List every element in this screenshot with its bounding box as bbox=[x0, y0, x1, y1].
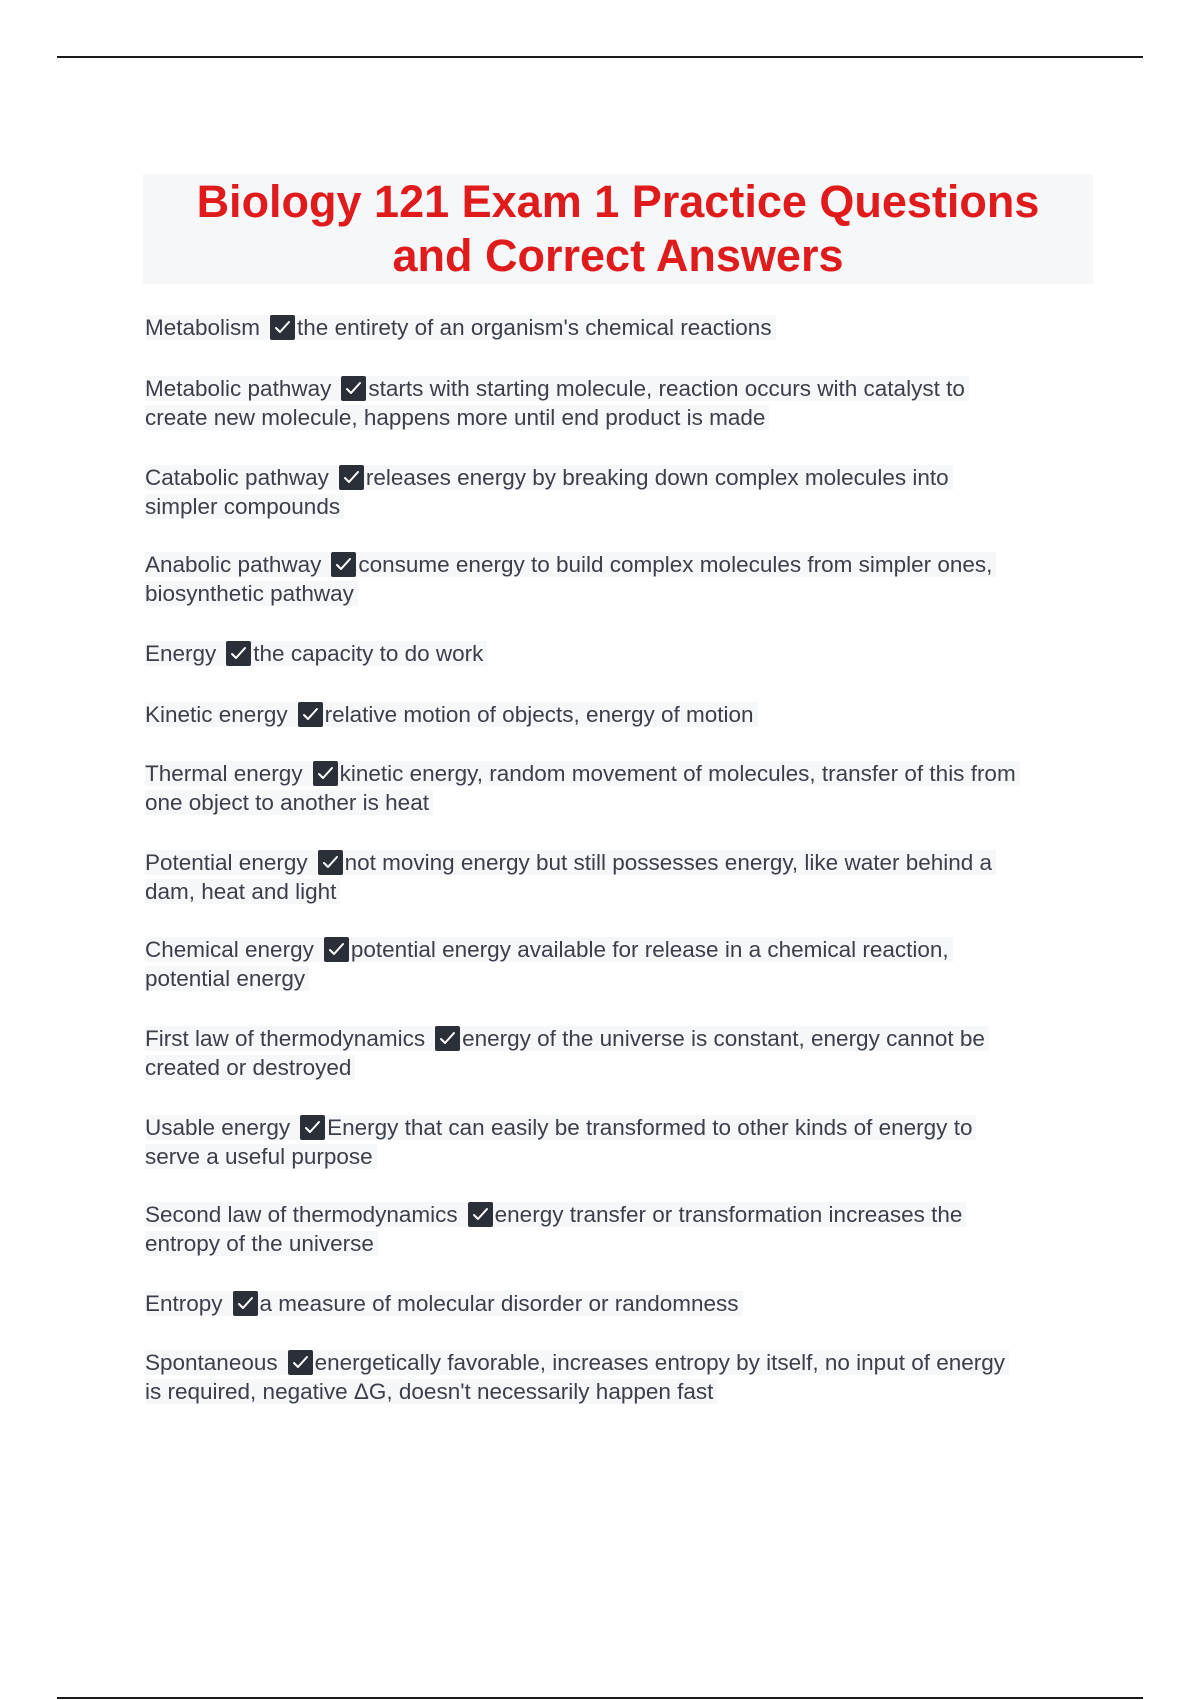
qa-answer-line-1: Energy that can easily be transformed to other kinds of energy to bbox=[327, 1115, 973, 1140]
document-title-line-2: and Correct Answers bbox=[392, 230, 844, 281]
qa-term: Thermal energy bbox=[145, 761, 303, 786]
qa-item bbox=[145, 1024, 989, 1082]
qa-term: Second law of thermodynamics bbox=[145, 1202, 458, 1227]
qa-answer-line-1: the capacity to do work bbox=[253, 641, 484, 666]
check-box-icon bbox=[226, 641, 251, 666]
qa-term: Energy bbox=[145, 641, 217, 666]
document-title-line-1: Biology 121 Exam 1 Practice Questions bbox=[196, 176, 1040, 227]
qa-term: First law of thermodynamics bbox=[145, 1026, 426, 1051]
check-box-icon bbox=[298, 702, 323, 727]
qa-answer-line-1: starts with starting molecule, reaction occurs with catalyst to bbox=[368, 376, 965, 401]
qa-term: Spontaneous bbox=[145, 1350, 278, 1375]
qa-answer-line-1: not moving energy but still possesses energy, like water behind a bbox=[344, 850, 993, 875]
qa-term: Potential energy bbox=[145, 850, 308, 875]
qa-item bbox=[145, 1113, 976, 1171]
check-box-icon bbox=[288, 1350, 313, 1375]
qa-answer-line-1: the entirety of an organism's chemical reactions bbox=[297, 315, 772, 340]
check-box-icon bbox=[233, 1291, 258, 1316]
qa-term: Anabolic pathway bbox=[145, 552, 322, 577]
qa-term: Metabolic pathway bbox=[145, 376, 332, 401]
check-box-icon bbox=[341, 376, 366, 401]
qa-answer-line-1: energy transfer or transformation increases the bbox=[494, 1202, 963, 1227]
qa-answer-line-1: releases energy by breaking down complex molecules into bbox=[365, 465, 949, 490]
qa-answer-line-1: kinetic energy, random movement of molecules, transfer of this from bbox=[339, 761, 1016, 786]
bottom-rule bbox=[57, 1697, 1143, 1699]
qa-term: Entropy bbox=[145, 1291, 223, 1316]
title-block bbox=[143, 174, 1093, 284]
qa-answer-line-2: entropy of the universe bbox=[145, 1231, 378, 1256]
check-box-icon bbox=[339, 465, 364, 490]
qa-answer-line-1: a measure of molecular disorder or randomness bbox=[259, 1291, 739, 1316]
qa-answer-line-1: relative motion of objects, energy of motion bbox=[324, 702, 754, 727]
qa-item bbox=[145, 935, 953, 993]
qa-answer-line-2: is required, negative ΔG, doesn't necessarily happen fast bbox=[145, 1379, 717, 1404]
check-box-icon bbox=[313, 761, 338, 786]
qa-term: Metabolism bbox=[145, 315, 261, 340]
qa-term: Usable energy bbox=[145, 1115, 291, 1140]
qa-item bbox=[145, 759, 1020, 817]
qa-answer-line-2: serve a useful purpose bbox=[145, 1144, 377, 1169]
qa-item bbox=[145, 463, 953, 521]
check-box-icon bbox=[318, 850, 343, 875]
qa-answer-line-1: energetically favorable, increases entropy by itself, no input of energy bbox=[314, 1350, 1006, 1375]
qa-item bbox=[145, 1289, 743, 1318]
qa-item bbox=[145, 700, 758, 729]
qa-term: Catabolic pathway bbox=[145, 465, 329, 490]
qa-answer-line-1: consume energy to build complex molecules from simpler ones, bbox=[358, 552, 993, 577]
qa-answer-line-2: biosynthetic pathway bbox=[145, 581, 358, 606]
qa-term: Chemical energy bbox=[145, 937, 314, 962]
qa-item bbox=[145, 550, 996, 608]
top-rule bbox=[57, 56, 1143, 58]
qa-answer-line-2: one object to another is heat bbox=[145, 790, 433, 815]
qa-answer-line-1: energy of the universe is constant, energy cannot be bbox=[462, 1026, 985, 1051]
check-box-icon bbox=[331, 552, 356, 577]
qa-item bbox=[145, 1200, 966, 1258]
check-box-icon bbox=[468, 1202, 493, 1227]
qa-answer-line-2: create new molecule, happens more until end product is made bbox=[145, 405, 769, 430]
qa-answer-line-2: potential energy bbox=[145, 966, 309, 991]
check-box-icon bbox=[435, 1026, 460, 1051]
qa-answer-line-1: potential energy available for release in a chemical reaction, bbox=[350, 937, 949, 962]
qa-term: Kinetic energy bbox=[145, 702, 288, 727]
check-box-icon bbox=[270, 315, 295, 340]
qa-item bbox=[145, 639, 487, 668]
qa-answer-line-2: simpler compounds bbox=[145, 494, 344, 519]
qa-answer-line-2: dam, heat and light bbox=[145, 879, 340, 904]
qa-item bbox=[145, 1348, 1009, 1406]
qa-item bbox=[145, 374, 969, 432]
check-box-icon bbox=[324, 937, 349, 962]
qa-item bbox=[145, 313, 776, 342]
qa-item bbox=[145, 848, 996, 906]
check-box-icon bbox=[300, 1115, 325, 1140]
qa-answer-line-2: created or destroyed bbox=[145, 1055, 355, 1080]
